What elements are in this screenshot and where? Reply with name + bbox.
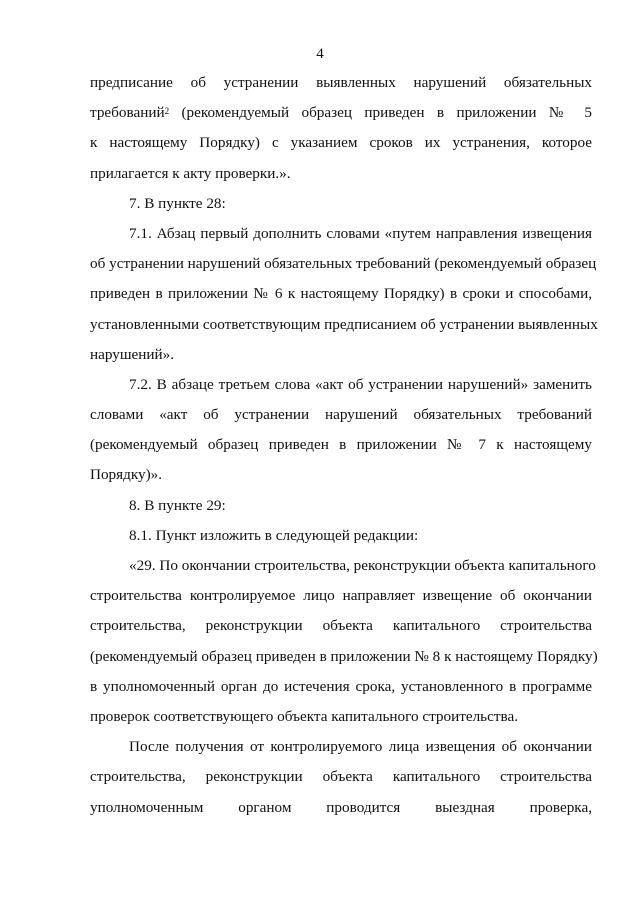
text-segment: требований xyxy=(90,104,165,122)
text-line: установленными соответствующим предписанием об устранении выявленных xyxy=(90,315,598,333)
text-line: проверок соответствующего объекта капитального строительства. xyxy=(90,707,518,725)
text-line: 7.2. В абзаце третьем слова «акт об устранении нарушений» заменить xyxy=(129,375,592,393)
text-line: строительства, реконструкции объекта капитального строительства xyxy=(90,768,592,786)
text-line: 7. В пункте 28: xyxy=(129,194,226,212)
text-line: нарушений». xyxy=(90,345,175,363)
document-body xyxy=(90,68,598,823)
text-segment: (рекомендуемый образец приведен в приложении № 5 xyxy=(169,104,592,122)
text-line: 8.1. Пункт изложить в следующей редакции: xyxy=(129,526,419,544)
text-line: приведен в приложении № 6 к настоящему Порядку) в сроки и способами, xyxy=(90,285,592,303)
text-line: (рекомендуемый образец приведен в приложении № 8 к настоящему Порядку) xyxy=(90,647,598,665)
text-line: строительства, реконструкции объекта капитального строительства xyxy=(90,617,592,635)
text-line: предписание об устранении выявленных нарушений обязательных xyxy=(90,74,592,91)
text-line: «29. По окончании строительства, реконструкции объекта капитального xyxy=(129,557,596,574)
text-line: прилагается к акту проверки.». xyxy=(90,164,291,182)
text-line: к настоящему Порядку) с указанием сроков их устранения, которое xyxy=(90,134,592,152)
text-line: словами «акт об устранении нарушений обязательных требований xyxy=(90,406,592,424)
footnote-marker: 2 xyxy=(164,106,170,117)
text-line: Порядку)». xyxy=(90,466,163,484)
text-line: После получения от контролируемого лица извещения об окончании xyxy=(129,738,592,756)
text-line: 7.1. Абзац первый дополнить словами «путем направления извещения xyxy=(129,224,592,242)
text-line xyxy=(90,98,592,128)
text-line: в уполномоченный орган до истечения срока, установленного в программе xyxy=(90,677,592,695)
text-line: (рекомендуемый образец приведен в приложении № 7 к настоящему xyxy=(90,436,592,454)
text-line: уполномоченным органом проводится выездная проверка, xyxy=(90,798,592,816)
text-line: строительства контролируемое лицо направляет извещение об окончании xyxy=(90,587,592,605)
page-number: 4 xyxy=(316,46,324,62)
text-line: 8. В пункте 29: xyxy=(129,496,226,514)
text-line: об устранении нарушений обязательных требований (рекомендуемый образец xyxy=(90,255,597,273)
